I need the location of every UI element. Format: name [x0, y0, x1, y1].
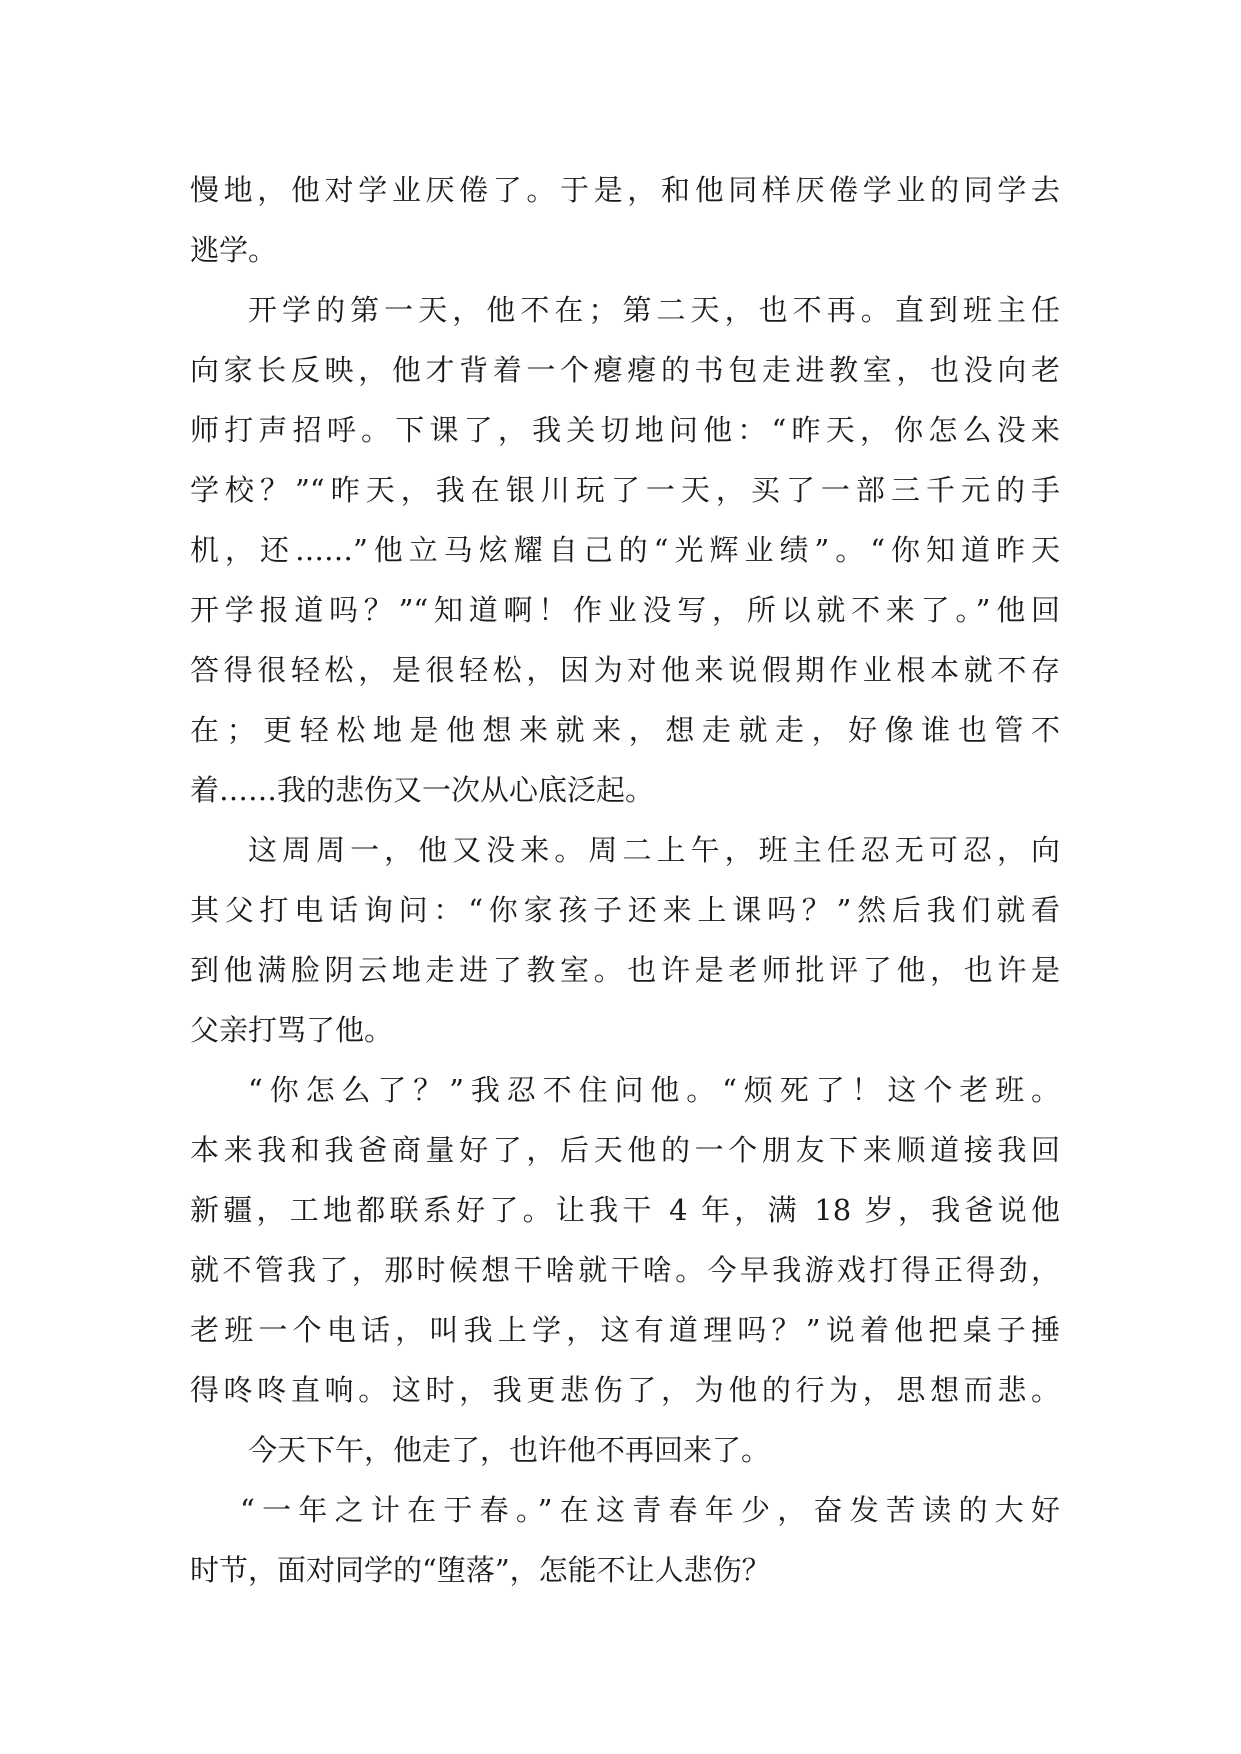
text-line: 本来我和我爸商量好了，后天他的一个朋友下来顺道接我回 [190, 1133, 1060, 1167]
text-line: 在；更轻松地是他想来就来，想走就走，好像谁也管不 [190, 713, 1060, 747]
text-line: 逃学。 [190, 233, 278, 267]
paragraph-start-line: 今天下午，他走了，也许他不再回来了。 [248, 1433, 771, 1467]
text-line: 老班一个电话，叫我上学，这有道理吗？”说着他把桌子捶 [190, 1313, 1060, 1347]
text-line: 慢地，他对学业厌倦了。于是，和他同样厌倦学业的同学去 [190, 173, 1060, 207]
text-line: 师打声招呼。下课了，我关切地问他：“昨天，你怎么没来 [190, 413, 1060, 447]
text-line: 得咚咚直响。这时，我更悲伤了，为他的行为，思想而悲。 [190, 1373, 1060, 1407]
essay-body [190, 160, 1060, 1600]
paragraph-start-line: 开学的第一天，他不在；第二天，也不再。直到班主任 [248, 293, 1060, 327]
text-line: 答得很轻松，是很轻松，因为对他来说假期作业根本就不存 [190, 653, 1060, 687]
text-line: 父亲打骂了他。 [190, 1013, 394, 1047]
paragraph-start-line: “你怎么了？”我忍不住问他。“烦死了！这个老班。 [248, 1073, 1060, 1107]
text-line: 向家长反映，他才背着一个瘪瘪的书包走进教室，也没向老 [190, 353, 1060, 387]
text-line: 时节，面对同学的“堕落”，怎能不让人悲伤？ [190, 1553, 771, 1587]
text-line: 开学报道吗？”“知道啊！作业没写，所以就不来了。”他回 [190, 593, 1060, 627]
text-line: 到他满脸阴云地走进了教室。也许是老师批评了他，也许是 [190, 953, 1060, 987]
text-line: 就不管我了，那时候想干啥就干啥。今早我游戏打得正得劲， [190, 1253, 1060, 1287]
text-line: 新疆，工地都联系好了。让我干 4 年，满 18 岁，我爸说他 [190, 1193, 1060, 1227]
text-line: 学校？”“昨天，我在银川玩了一天，买了一部三千元的手 [190, 473, 1060, 507]
paragraph-start-line: “一年之计在于春。”在这青春年少，奋发苦读的大好 [240, 1493, 1060, 1527]
text-line: 着……我的悲伤又一次从心底泛起。 [190, 773, 655, 807]
paragraph-start-line: 这周周一，他又没来。周二上午，班主任忍无可忍，向 [248, 833, 1060, 867]
text-line: 其父打电话询问：“你家孩子还来上课吗？”然后我们就看 [190, 893, 1060, 927]
text-line: 机，还……”他立马炫耀自己的“光辉业绩”。“你知道昨天 [190, 533, 1060, 567]
